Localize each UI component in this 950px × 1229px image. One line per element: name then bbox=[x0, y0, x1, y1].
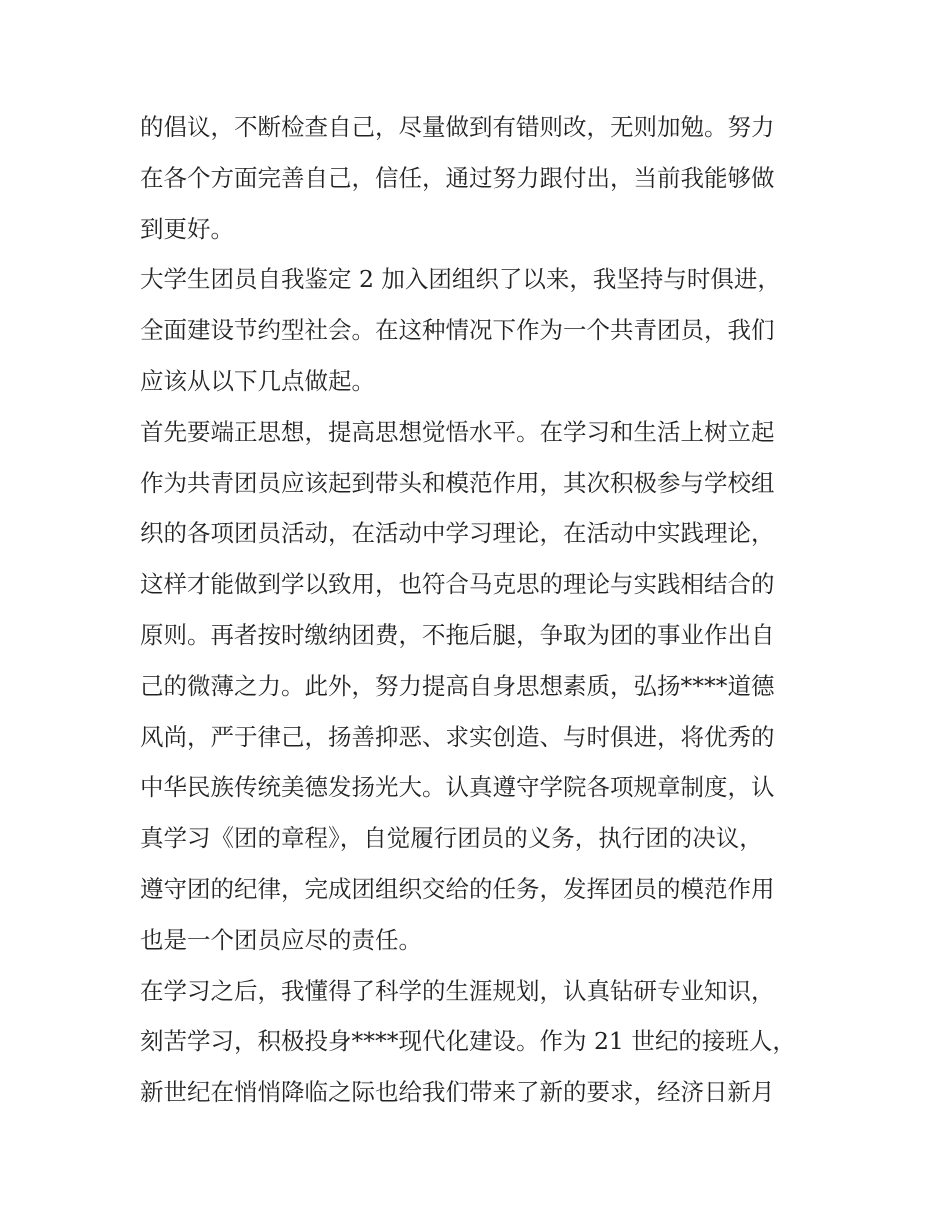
text-line: 刻苦学习，积极投身****现代化建设。作为 21 世纪的接班人， bbox=[140, 1027, 796, 1056]
text-line: 到更好。 bbox=[140, 214, 234, 243]
body-text bbox=[140, 102, 820, 1118]
text-line: 在各个方面完善自己，信任，通过努力跟付出，当前我能够做 bbox=[140, 163, 775, 192]
text-line: 真学习《团的章程》，自觉履行团员的义务，执行团的决议， bbox=[140, 824, 763, 853]
text-line: 遵守团的纪律，完成团组织交给的任务，发挥团员的模范作用 bbox=[140, 874, 775, 903]
text-line: 作为共青团员应该起到带头和模范作用，其次积极参与学校组 bbox=[140, 468, 775, 497]
text-line: 也是一个团员应尽的责任。 bbox=[140, 925, 422, 954]
text-line: 大学生团员自我鉴定 2 加入团组织了以来，我坚持与时俱进， bbox=[140, 265, 781, 294]
text-line: 应该从以下几点做起。 bbox=[140, 366, 375, 395]
text-line: 中华民族传统美德发扬光大。认真遵守学院各项规章制度，认 bbox=[140, 773, 775, 802]
text-line: 新世纪在悄悄降临之际也给我们带来了新的要求，经济日新月 bbox=[140, 1078, 775, 1107]
text-line: 风尚，严于律己，扬善抑恶、求实创造、与时俱进，将优秀的 bbox=[140, 722, 775, 751]
text-line: 首先要端正思想，提高思想觉悟水平。在学习和生活上树立起 bbox=[140, 417, 775, 446]
text-line: 在学习之后，我懂得了科学的生涯规划，认真钻研专业知识， bbox=[140, 976, 775, 1005]
text-line: 这样才能做到学以致用，也符合马克思的理论与实践相结合的 bbox=[140, 570, 775, 599]
text-line: 全面建设节约型社会。在这种情况下作为一个共青团员，我们 bbox=[140, 316, 775, 345]
text-line: 原则。再者按时缴纳团费，不拖后腿，争取为团的事业作出自 bbox=[140, 620, 775, 649]
text-line: 织的各项团员活动，在活动中学习理论，在活动中实践理论， bbox=[140, 519, 775, 548]
text-line: 己的微薄之力。此外，努力提高自身思想素质，弘扬****道德 bbox=[140, 671, 775, 700]
text-line: 的倡议，不断检查自己，尽量做到有错则改，无则加勉。努力 bbox=[140, 113, 775, 141]
